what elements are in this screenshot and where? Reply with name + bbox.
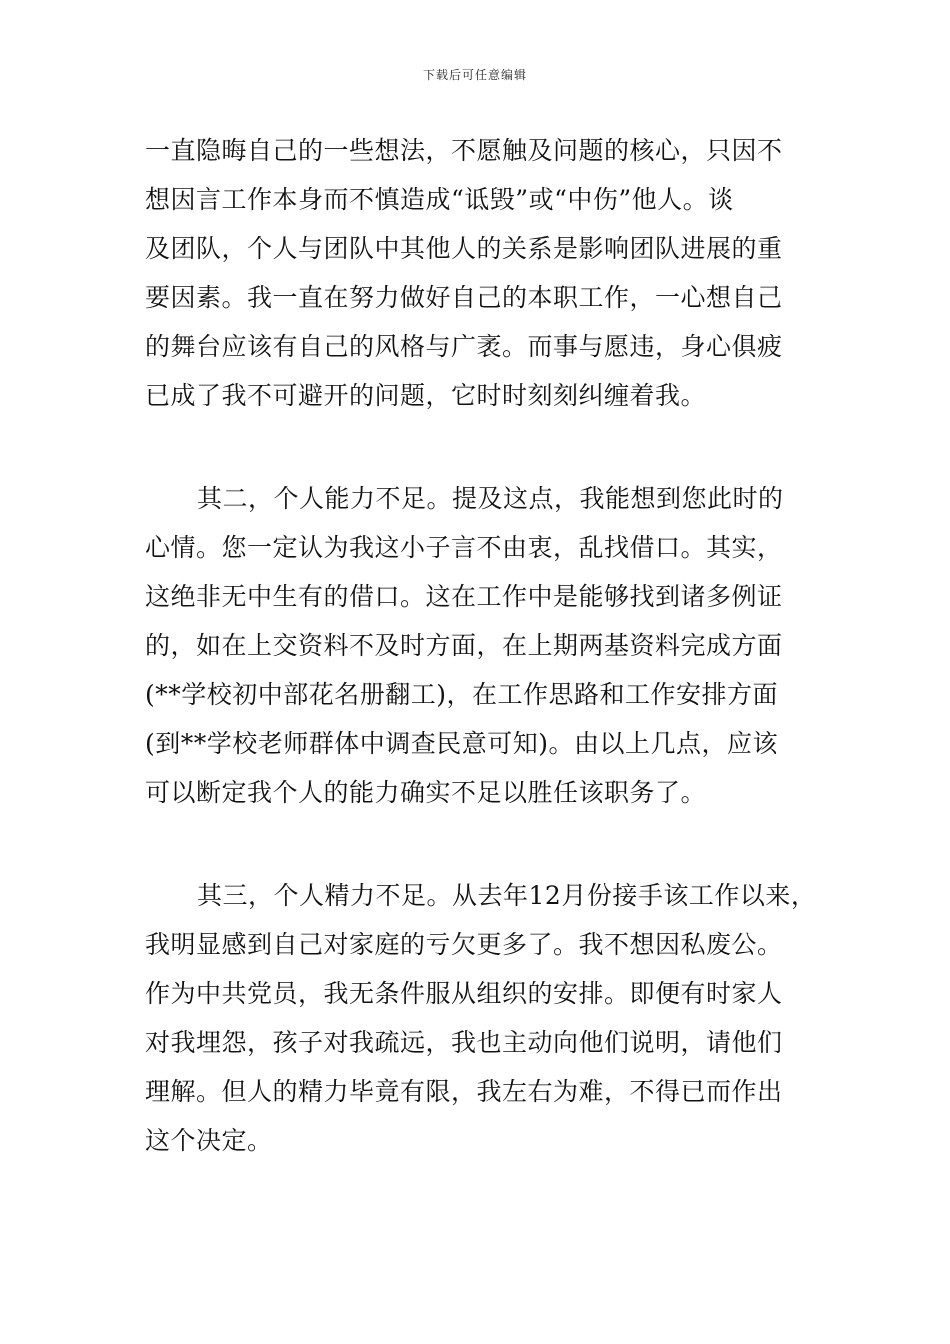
text-line: 对我埋怨，孩子对我疏远，我也主动向他们说明，请他们 bbox=[145, 1028, 783, 1057]
text-line: 及团队，个人与团队中其他人的关系是影响团队进展的重 bbox=[145, 234, 783, 263]
paragraph-ability bbox=[145, 474, 815, 817]
text-line: 理解。但人的精力毕竟有限，我左右为难，不得已而作出 bbox=[145, 1077, 783, 1106]
text-line: 这绝非无中生有的借口。这在工作中是能够找到诸多例证 bbox=[145, 582, 783, 611]
text-line: 作为中共党员，我无条件服从组织的安排。即便有时家人 bbox=[145, 979, 783, 1008]
text-line: 的舞台应该有自己的风格与广袤。而事与愿违，身心俱疲 bbox=[145, 332, 783, 361]
text-line: 这个决定。 bbox=[145, 1126, 273, 1155]
paragraph-continuation bbox=[145, 126, 815, 420]
text-line: (到**学校老师群体中调查民意可知)。由以上几点，应该 bbox=[145, 729, 779, 758]
header-note: 下载后可任意编辑 bbox=[422, 68, 527, 82]
text-line: 我明显感到自己对家庭的亏欠更多了。我不想因私废公。 bbox=[145, 930, 783, 959]
text-line: 的，如在上交资料不及时方面，在上期两基资料完成方面 bbox=[145, 631, 783, 660]
text-line: 可以断定我个人的能力确实不足以胜任该职务了。 bbox=[145, 778, 707, 807]
text-line: 想因言工作本身而不慎造成“诋毁”或“中伤”他人。谈 bbox=[145, 185, 734, 214]
text-line: 已成了我不可避开的问题，它时时刻刻纠缠着我。 bbox=[145, 381, 707, 410]
text-line: 其二，个人能力不足。提及这点，我能想到您此时的 bbox=[197, 484, 784, 513]
text-line: 一直隐晦自己的一些想法，不愿触及问题的核心，只因不 bbox=[145, 136, 783, 165]
text-line: 心情。您一定认为我这小子言不由衷，乱找借口。其实， bbox=[145, 533, 783, 562]
paragraph-energy bbox=[145, 871, 815, 1165]
text-line: 要因素。我一直在努力做好自己的本职工作，一心想自己 bbox=[145, 283, 783, 312]
text-line: 其三，个人精力不足。从去年12月份接手该工作以来， bbox=[197, 881, 817, 910]
text-line: (**学校初中部花名册翻工)，在工作思路和工作安排方面 bbox=[145, 680, 779, 709]
